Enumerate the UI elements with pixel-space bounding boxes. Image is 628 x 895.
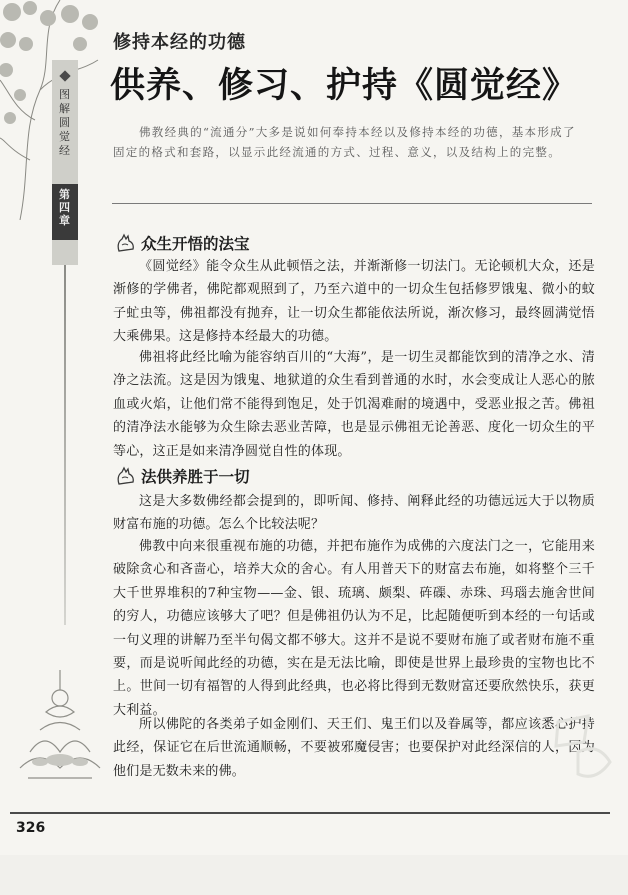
mudra-hand-icon bbox=[115, 233, 137, 253]
sidebar-divider-line bbox=[64, 265, 66, 625]
page-number: 326 bbox=[16, 820, 46, 836]
mudra-hand-icon bbox=[115, 466, 137, 486]
paragraph: 《圆觉经》能令众生从此顿悟之法，并渐渐修一切法门。无论顿机大众，还是渐修的学佛者，佛陀都观照到了，乃至六道中的一切众生包括修罗饿鬼、微小的蚊子虻虫等，佛祖都没有抛弃，让一切众生都能依法所说，渐次修习，最终圆满觉悟大乘佛果。这是修持本经最大的功德。 bbox=[113, 259, 595, 345]
section-heading-1 bbox=[115, 232, 250, 254]
page-title: 供养、修习、护持《圆觉经》 bbox=[110, 66, 579, 106]
chapter-label: 第四章 bbox=[59, 188, 70, 227]
chapter-tab bbox=[52, 184, 78, 240]
watermark-stamp bbox=[548, 712, 618, 792]
paragraph: 所以佛陀的各类弟子如金刚们、天王们、鬼王们以及眷属等，都应该悉心护持此经，保证它在后世流通顺畅，不要被邪魔侵害；也要保护对此经深信的人，因为他们是无数未来的佛。 bbox=[113, 717, 595, 779]
page-bottom-margin bbox=[0, 855, 628, 895]
intro-paragraph: 佛教经典的“流通分”大多是说如何奉持本经以及修持本经的功德，基本形成了固定的格式和套路，以显示此经流通的方式、过程、意义，以及结构上的完整。 bbox=[113, 125, 576, 159]
section-heading-text: 众生开悟的法宝 bbox=[141, 235, 250, 253]
diamond-ornament bbox=[59, 70, 70, 81]
section-heading-text: 法供养胜于一切 bbox=[141, 468, 250, 486]
lotus-stupa-decoration bbox=[10, 660, 110, 790]
section-kicker: 修持本经的功德 bbox=[113, 32, 246, 53]
paragraph: 佛教中向来很重视布施的功德，并把布施作为成佛的六度法门之一，它能用来破除贪心和吝啬心，培养大众的舍心。有人用普天下的财富去布施，如将整个三千大千世界堆积的7种宝物——金、银、琉璃、颇梨、砗磲、赤珠、玛瑙去施舍世间的穷人，功德应该够大了吧？但是佛祖仍认为不足，比起随便听到本经的一句话或一句义理的讲解乃至半句偈文都不够大。这并不是说不要财布施了或者财布施不重要，而是说听闻此经的功德，实在是无法比喻，即使是世界上最珍贵的宝物也比不上。世间一切有福智的人得到此经典，也必将比得到无数财富还要欣然快乐，获更大利益。 bbox=[113, 539, 595, 718]
paragraph: 佛祖将此经比喻为能容纳百川的“大海”，是一切生灵都能饮到的清净之水、清净之法流。这是因为饿鬼、地狱道的众生看到普通的水时，水会变成让人恶心的脓血或火焰，让他们常不能得到饱足，处于饥渴难耐的境遇中，受恶业报之苦。佛祖的清净法水能够为众生除去恶业苦障，也是显示佛祖无论善恶、度化一切众生的平等心，这正是如来清净圆觉自性的体现。 bbox=[113, 350, 595, 459]
footer-divider bbox=[10, 812, 610, 814]
series-label: 图解圆觉经 bbox=[59, 88, 70, 157]
bodhi-tree-decoration bbox=[0, 0, 100, 220]
intro-divider bbox=[112, 203, 592, 204]
section-heading-2 bbox=[115, 465, 250, 487]
paragraph: 这是大多数佛经都会提到的，即听闻、修持、阐释此经的功德远远大于以物质财富布施的功德。怎么个比较法呢？ bbox=[113, 494, 595, 533]
